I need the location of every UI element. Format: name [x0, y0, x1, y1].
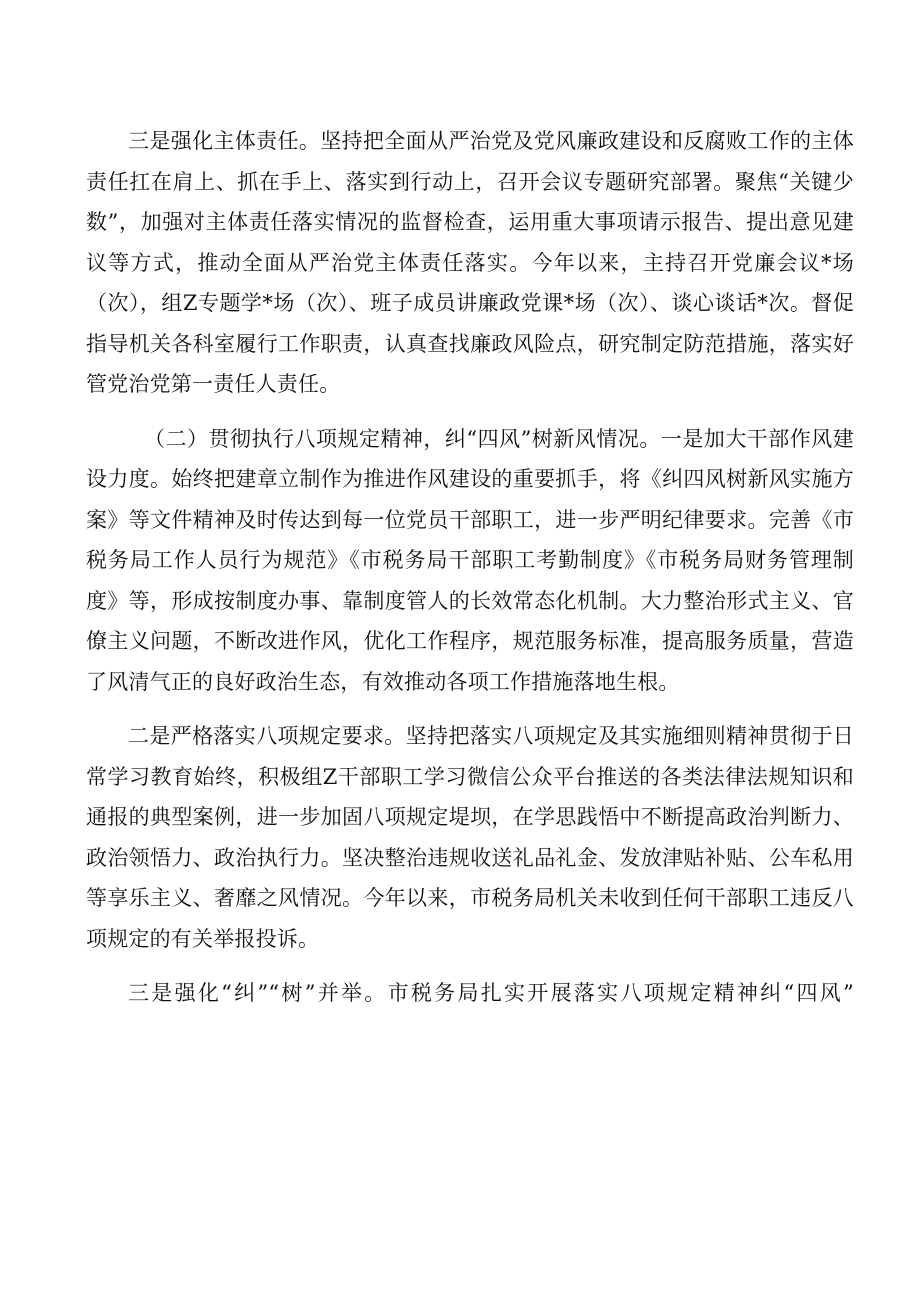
paragraph-eight-rules-requirements: 二是严格落实八项规定要求。坚持把落实八项规定及其实施细则精神贯彻于日常学习教育始终，积极组Z干部职工学习微信公众平台推送的各类法律法规知识和通报的典型案例，进一步加固八项规定堤坝，在学思践悟中不断提高政治判断力、政治领悟力、政治执行力。坚决整治违规收送礼品礼金、发放津贴补贴、公车私用等享乐主义、奢靡之风情况。今年以来，市税务局机关未收到任何干部职工违反八项规定的有关举报投诉。 — [86, 724, 854, 951]
paragraph-eight-rules-section: （二）贯彻执行八项规定精神，纠“四风”树新风情况。一是加大干部作风建设力度。始终把建章立制作为推进作风建设的重要抓手，将《纠四风树新风实施方案》等文件精神及时传达到每一位党员干部职工，进一步严明纪律要求。完善《市税务局工作人员行为规范》《市税务局干部职工考勤制度》《市税务局财务管理制度》等，形成按制度办事、靠制度管人的长效常态化机制。大力整治形式主义、官僚主义问题，不断改进作风，优化工作程序，规范服务标准，提高服务质量，营造了风清气正的良好政治生态，有效推动各项工作措施落地生根。 — [86, 426, 854, 694]
paragraph-main-responsibility: 三是强化主体责任。坚持把全面从严治党及党风廉政建设和反腐败工作的主体责任扛在肩上、抓在手上、落实到行动上，召开会议专题研究部署。聚焦“关键少数”，加强对主体责任落实情况的监督检查，运用重大事项请示报告、提出意见建议等方式，推动全面从严治党主体责任落实。今年以来，主持召开党廉会议*场（次），组Z专题学*场（次）、班子成员讲廉政党课*场（次）、谈心谈话*次。督促指导机关各科室履行工作职责，认真查找廉政风险点，研究制定防范措施，落实好管党治党第一责任人责任。 — [86, 129, 854, 396]
document-body — [86, 121, 854, 1014]
paragraph-rectify-and-establish: 三是强化“纠”“树”并举。市税务局扎实开展落实八项规定精神纠“四风” — [128, 981, 854, 1005]
